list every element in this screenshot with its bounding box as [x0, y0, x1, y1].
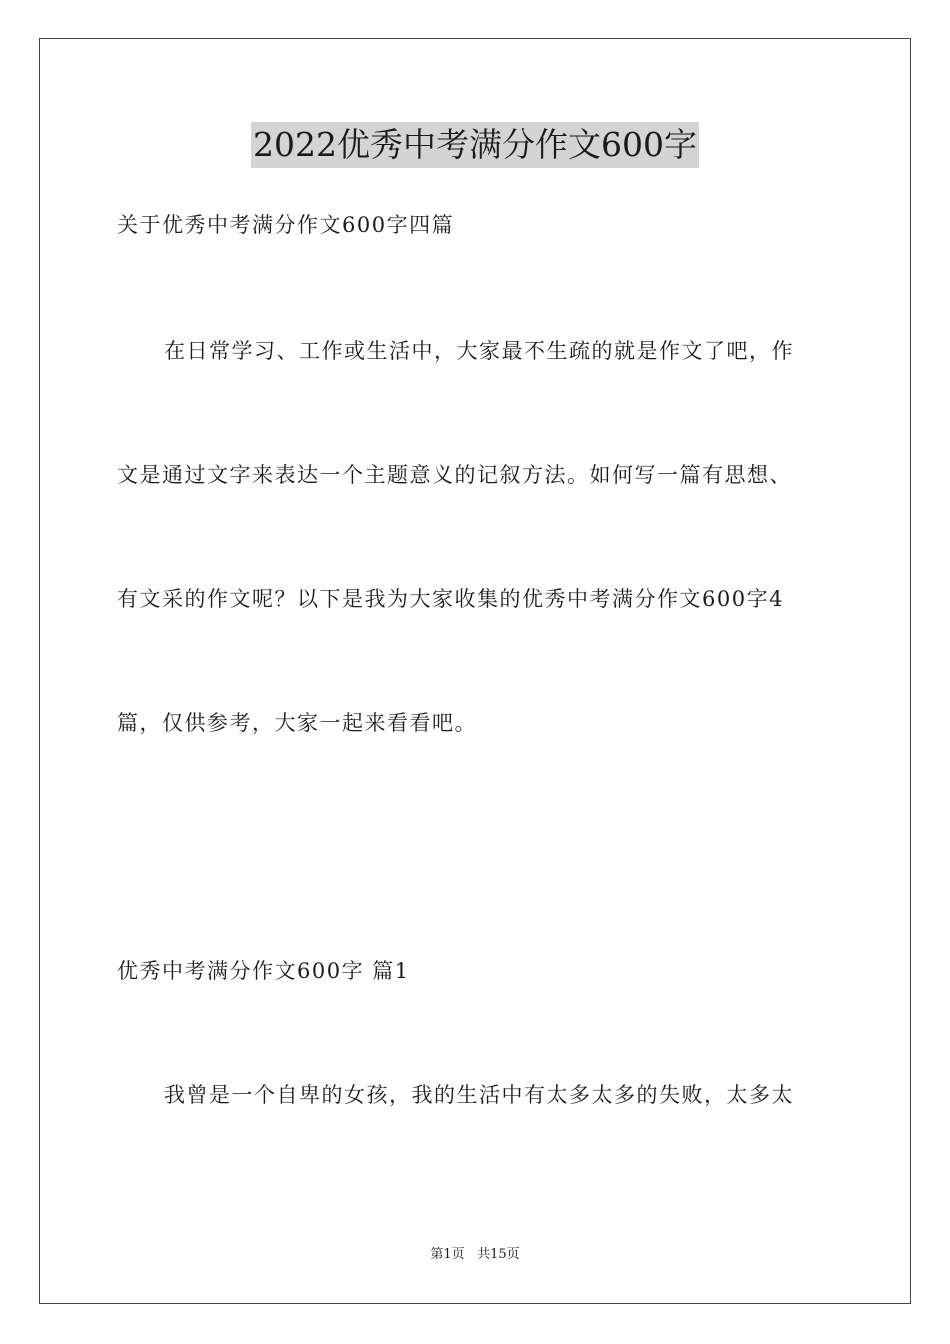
subtitle-line: 关于优秀中考满分作文600字四篇: [117, 213, 455, 237]
title-container: [0, 122, 950, 168]
intro-paragraph-line-1: 在日常学习、工作或生活中，大家最不生疏的就是作文了吧，作: [164, 339, 794, 363]
intro-paragraph-line-4: 篇，仅供参考，大家一起来看看吧。: [117, 711, 477, 735]
document-title: 2022优秀中考满分作文600字: [251, 122, 699, 168]
intro-paragraph-line-3: 有文采的作文呢？以下是我为大家收集的优秀中考满分作文600字4: [117, 587, 784, 611]
intro-paragraph-line-2: 文是通过文字来表达一个主题意义的记叙方法。如何写一篇有思想、: [117, 463, 792, 487]
page-number: 第1页: [430, 1247, 465, 1262]
page-total: 共15页: [477, 1247, 520, 1262]
section-heading: 优秀中考满分作文600字 篇1: [117, 959, 410, 983]
essay-paragraph-line-1: 我曾是一个自卑的女孩，我的生活中有太多太多的失败，太多太: [164, 1083, 794, 1107]
page-footer: [0, 1246, 950, 1264]
